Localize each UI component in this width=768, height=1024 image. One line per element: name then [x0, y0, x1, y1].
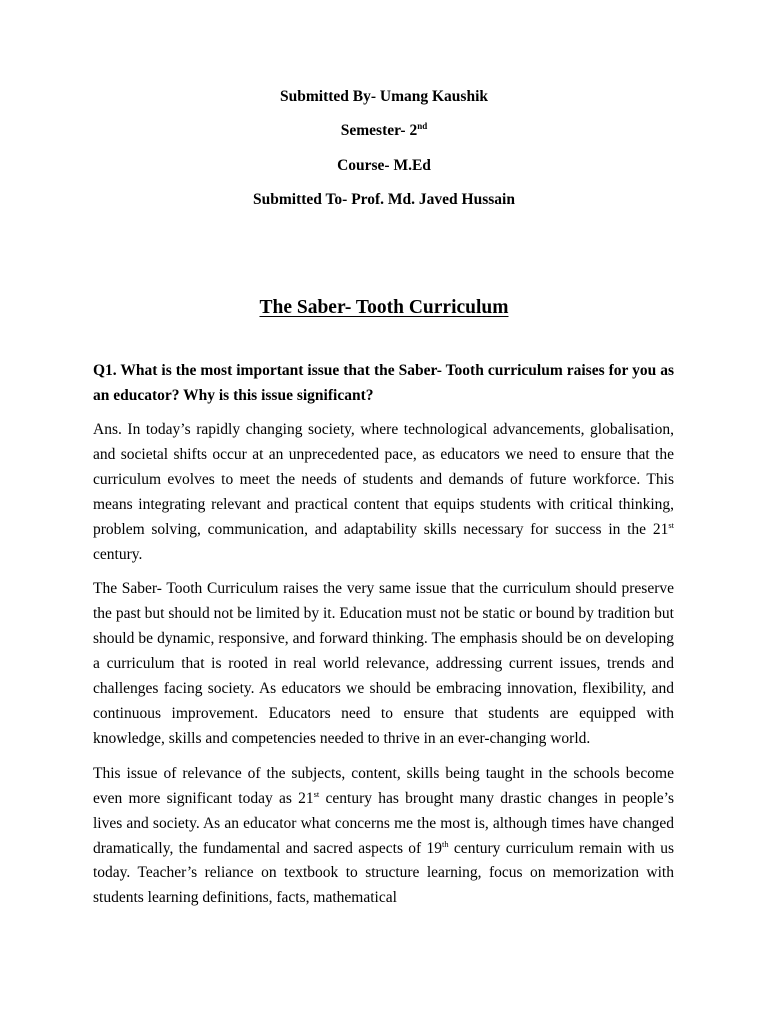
- answer-paragraph-3: [93, 762, 674, 911]
- question-text: Q1. What is the most important issue that the Saber- Tooth curriculum raises for you as an educator? Why is this issue significant?: [93, 362, 674, 404]
- answer-p1-text: Ans. In today’s rapidly changing society, where technological advancements, globalisation, and societal shifts occur at an unprecedented pace, as educators we need to ensure that the curriculum evolves to meet the needs of students and demands of future workforce. This means integrating relevant and practical content that equips students with critical thinking, problem solving, communication, and adaptability skills necessary for success in the 21: [93, 421, 674, 538]
- answer-section: [93, 418, 674, 921]
- submitted-by-line: Submitted By- Umang Kaushik: [279, 88, 488, 105]
- answer-p3-superscript-2: th: [442, 838, 449, 849]
- semester-superscript: nd: [417, 121, 428, 131]
- submitted-to-line: Submitted To- Prof. Md. Javed Hussain: [253, 191, 515, 208]
- semester-line: [0, 121, 768, 141]
- answer-paragraph-1: [93, 418, 674, 567]
- answer-p3-superscript-1: st: [313, 788, 320, 799]
- answer-p3-part-a: This issue of relevance of the subjects, content, skills being taught in the schools become even more significant today as 21: [93, 764, 674, 807]
- course-line: Course- M.Ed: [337, 157, 431, 174]
- document-title: [0, 295, 768, 321]
- answer-p3-part-c: century curriculum remain with us today. Teacher’s reliance on textbook to structure learning, focus on memorization with students learning definitions, facts, mathematical: [93, 839, 674, 907]
- answer-paragraph-2: The Saber- Tooth Curriculum raises the very same issue that the curriculum should preserve the past but should not be limited by it. Education must not be static or bound by tradition but should be dynamic, responsive, and forward thinking. The emphasis should be on developing a curriculum that is rooted in real world relevance, addressing current issues, trends and challenges facing society. As educators we should be embracing innovation, flexibility, and continuous improvement. Educators need to ensure that students are equipped with knowledge, skills and competencies needed to thrive in an ever-changing world.: [93, 580, 674, 747]
- semester-text: Semester- 2: [340, 122, 418, 139]
- document-title-text: The Saber- Tooth Curriculum: [259, 297, 509, 318]
- answer-p1-superscript: st: [668, 519, 674, 530]
- answer-p3-part-b: century has brought many drastic changes in people’s lives and society. As an educator what concerns me the most is, although times have changed dramatically, the fundamental and sacred aspects of 19: [93, 789, 674, 857]
- answer-p1-end: century.: [93, 545, 143, 563]
